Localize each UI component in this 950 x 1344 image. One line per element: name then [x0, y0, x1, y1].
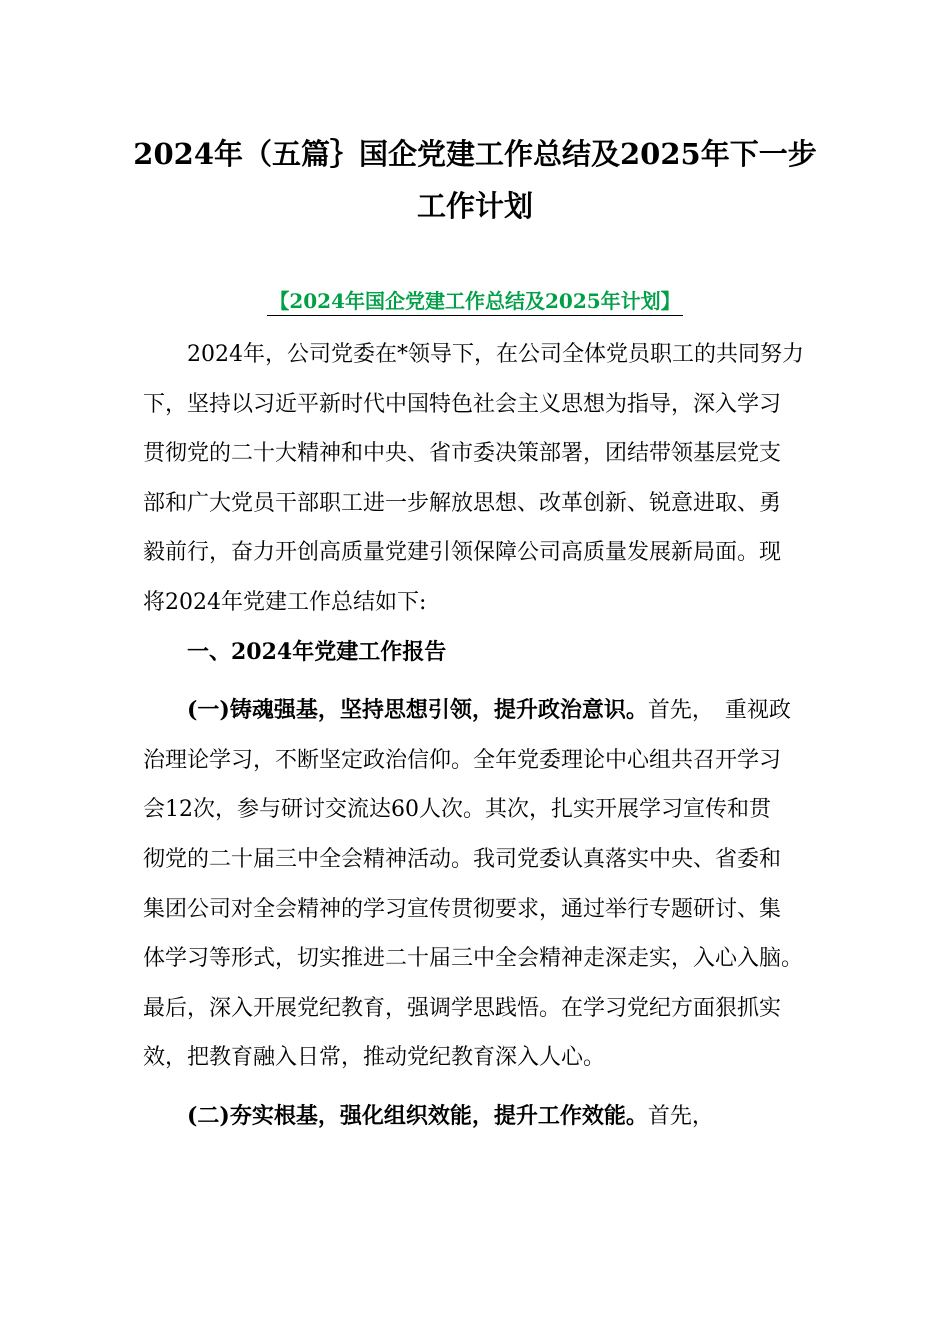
paragraph-lead-rest: 首先， 重视政: [647, 698, 791, 724]
document-body: [143, 330, 823, 1142]
section-heading: 一、2024年党建工作报告: [187, 638, 447, 665]
paragraph-line: 最后，深入开展党纪教育，强调学思践悟。在学习党纪方面狠抓实: [143, 995, 782, 1021]
paragraph-line: 集团公司对全会精神的学习宣传贯彻要求，通过举行专题研讨、集: [143, 896, 782, 922]
paragraph-line: 会12次，参与研讨交流达60人次。其次，扎实开展学习宣传和贯: [143, 797, 771, 823]
subtitle-text: 【2024年国企党建工作总结及2025年计划】: [267, 289, 682, 316]
paragraph-line: 部和广大党员干部职工进一步解放思想、改革创新、锐意进取、勇: [143, 490, 782, 516]
title-line-2: 工作计划: [416, 189, 533, 223]
paragraph-bold-lead: (二)夯实根基，强化组织效能，提升工作效能。: [187, 1102, 648, 1129]
title-line-1: 2024年（五篇｝国企党建工作总结及2025年下一步: [133, 137, 817, 171]
paragraph-lead-line: [143, 1092, 823, 1142]
paragraph-line: 体学习等形式，切实推进二十届三中全会精神走深走实，入心入脑。: [143, 946, 804, 972]
paragraph-lead-rest: 首先，: [647, 1103, 714, 1129]
paragraph-line: 效，把教育融入日常，推动党纪教育深入人心。: [143, 1045, 606, 1071]
paragraph-line: 将2024年党建工作总结如下:: [143, 589, 427, 615]
document-subtitle: [0, 284, 950, 318]
paragraph-lead-line: [143, 686, 823, 736]
paragraph-line: 治理论学习，不断坚定政治信仰。全年党委理论中心组共召开学习: [143, 747, 782, 773]
document-title: [100, 128, 850, 232]
paragraph-line: 2024年，公司党委在*领导下，在公司全体党员职工的共同努力: [187, 342, 804, 367]
paragraph-line: 彻党的二十届三中全会精神活动。我司党委认真落实中央、省委和: [143, 846, 782, 872]
paragraph-line: 毅前行，奋力开创高质量党建引领保障公司高质量发展新局面。现: [143, 540, 782, 566]
paragraph-line: 下，坚持以习近平新时代中国特色社会主义思想为指导，深入学习: [143, 391, 782, 417]
paragraph-bold-lead: (一)铸魂强基，坚持思想引领，提升政治意识。: [187, 697, 648, 724]
paragraph-line: 贯彻党的二十大精神和中央、省市委决策部署，团结带领基层党支: [143, 441, 782, 467]
